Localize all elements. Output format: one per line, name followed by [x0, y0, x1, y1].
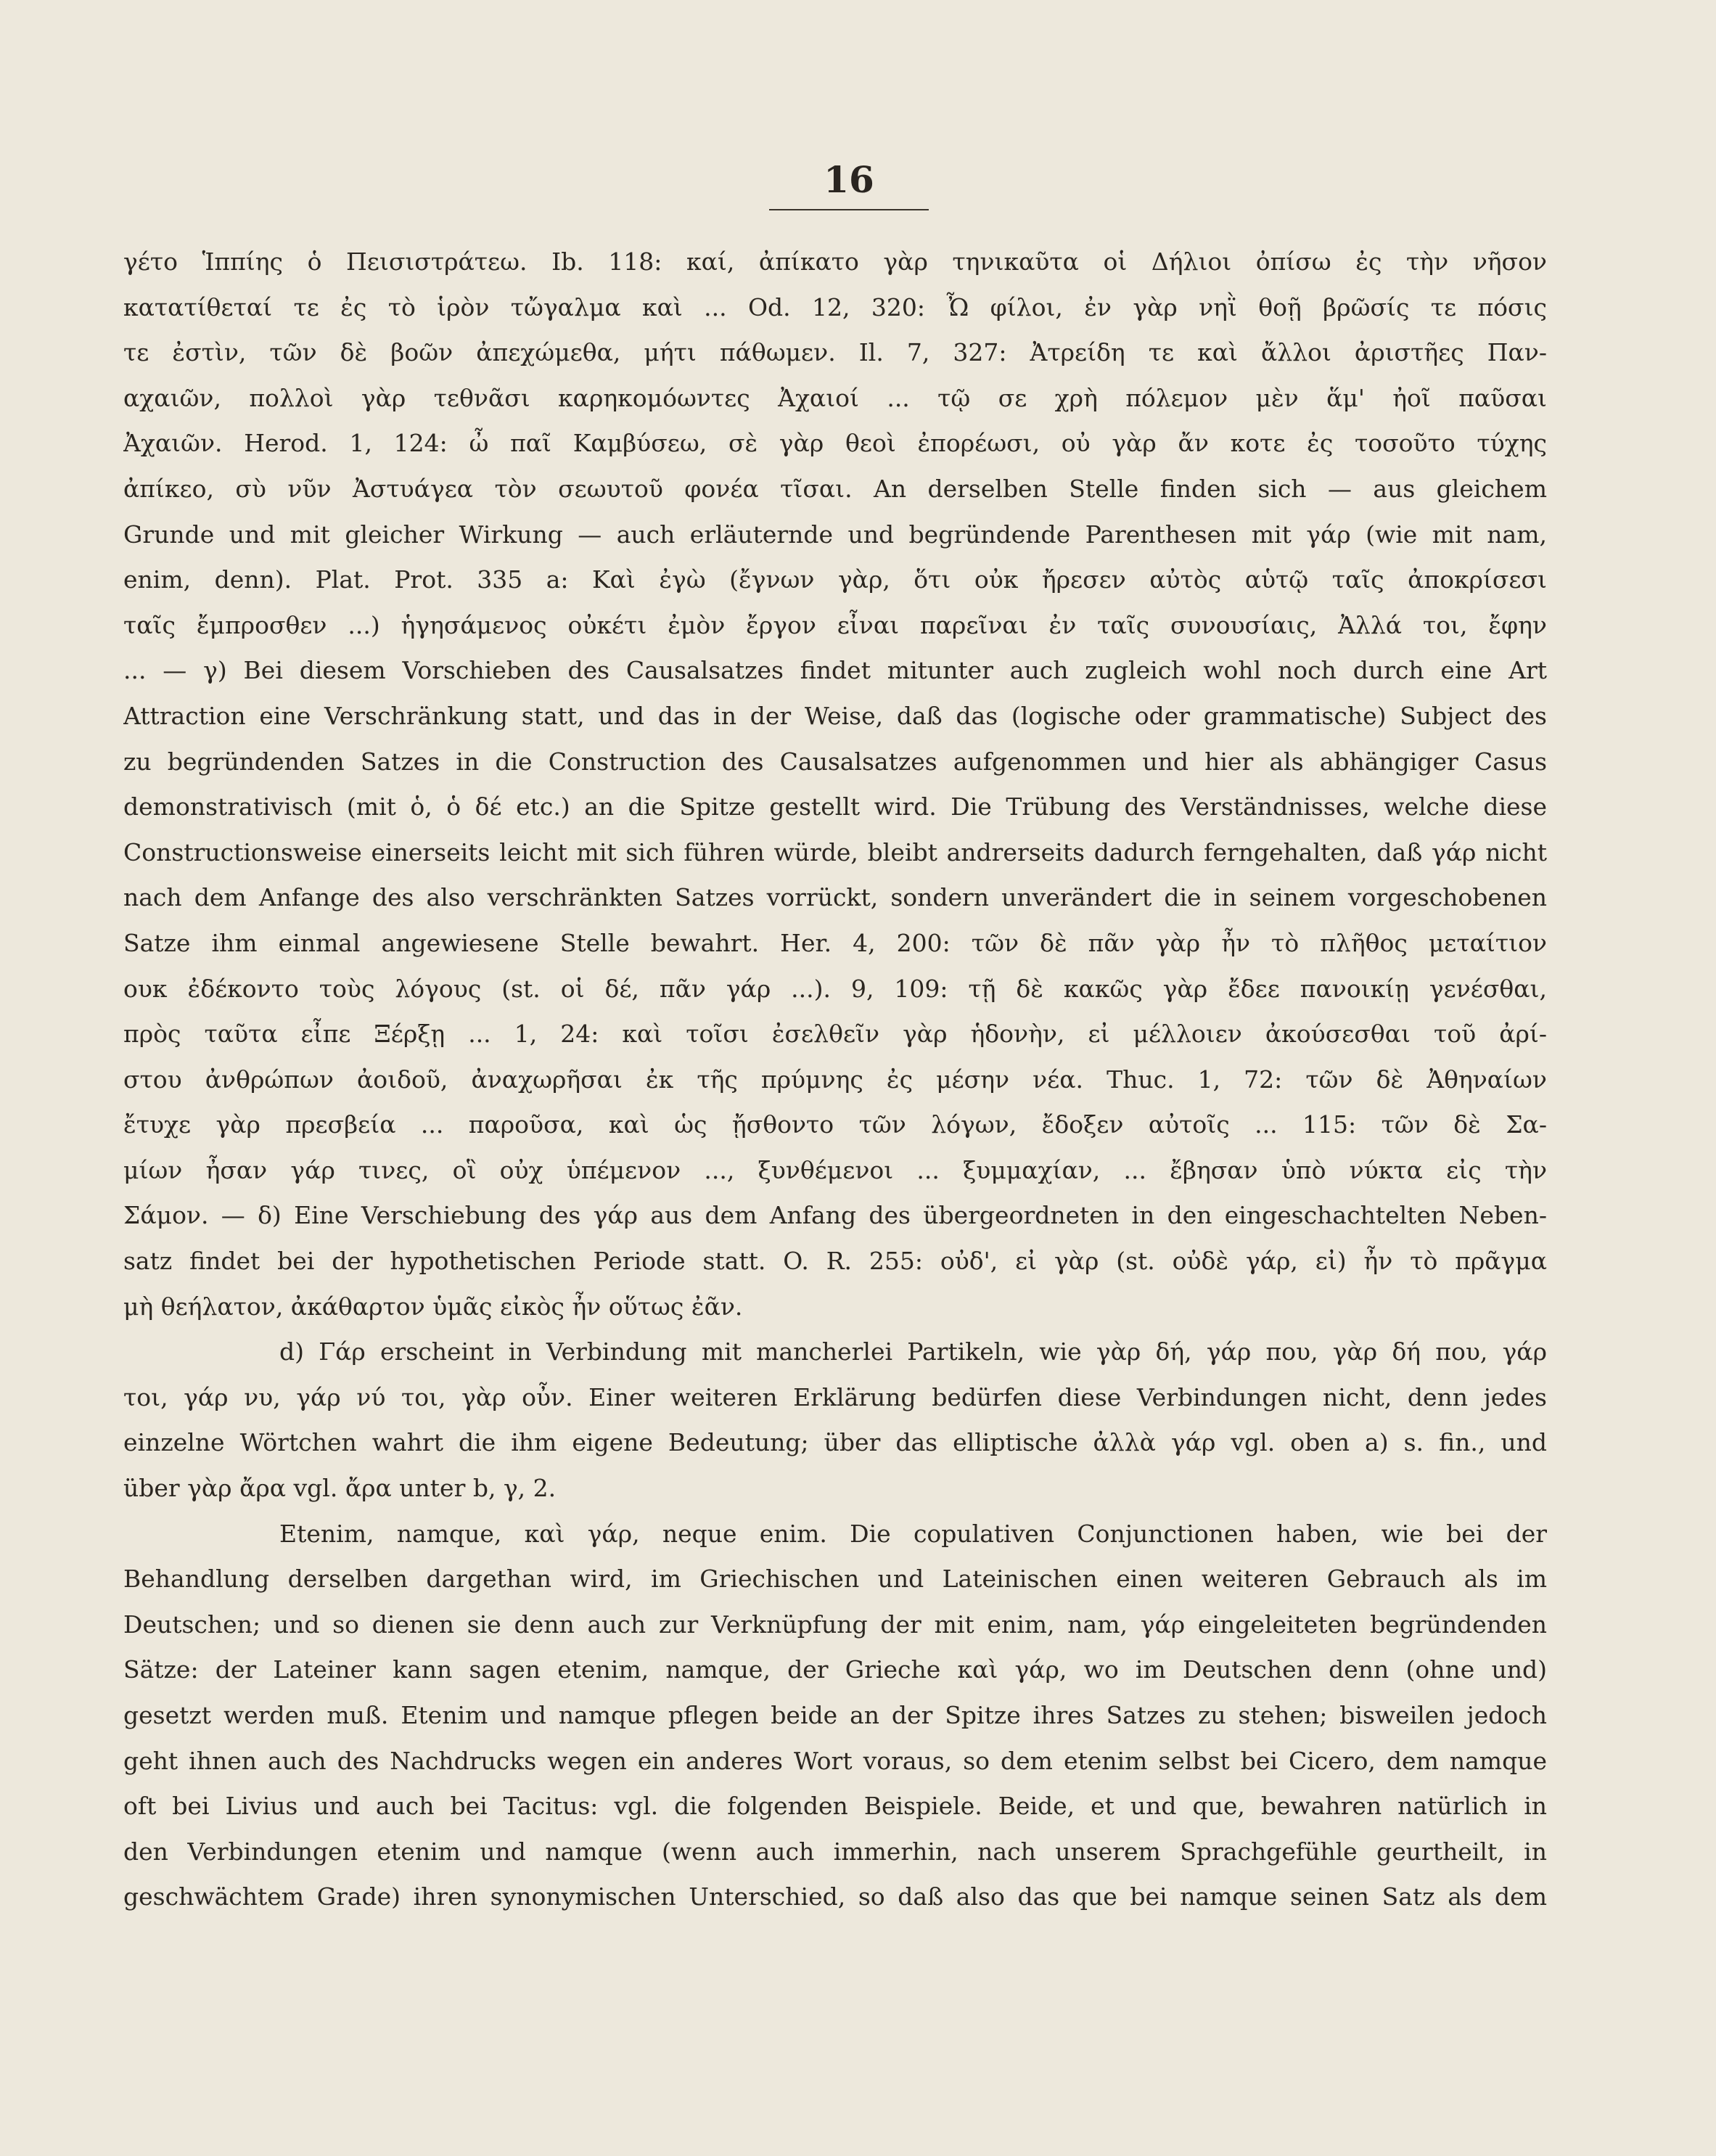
text-line: πρὸς ταῦτα εἶπε Ξέρξῃ ... 1, 24: καὶ τοῖσι ἐσελθεῖν γὰρ ἡδονὴν, εἰ μέλλοιεν ἀκούσεσθαι τοῦ ἀρί- — [123, 1020, 1547, 1049]
text-line: στου ἀνθρώπων ἀοιδοῦ, ἀναχωρῆσαι ἐκ τῆς πρύμνης ἐς μέσην νέα. Thuc. 1, 72: τῶν δὲ Ἀθηναίων — [123, 1065, 1547, 1094]
text-line: nach dem Anfange des also verschränkten Satzes vorrückt, sondern unverändert die in seinem vorgeschobenen — [123, 883, 1547, 912]
text-line: ἔτυχε γὰρ πρεσβεία ... παροῦσα, καὶ ὡς ᾔσθοντο τῶν λόγων, ἔδοξεν αὐτοῖς ... 115: τῶν δὲ Σα- — [123, 1110, 1547, 1139]
text-line: Satze ihm einmal angewiesene Stelle bewahrt. Her. 4, 200: τῶν δὲ πᾶν γὰρ ἦν τὸ πλῆθος μεταίτιον — [123, 928, 1547, 957]
text-line: Constructionsweise einerseits leicht mit sich führen würde, bleibt andrerseits dadurch ferngehalten, daß γάρ nicht — [123, 837, 1547, 866]
text-line: einzelne Wörtchen wahrt die ihm eigene Bedeutung; über das elliptische ἀλλὰ γάρ vgl. oben a) s. fin., und — [123, 1428, 1547, 1457]
text-line: oft bei Livius und auch bei Tacitus: vgl. die folgenden Beispiele. Beide, et und que, bewahren natürlich in — [123, 1792, 1547, 1821]
text-line: μίων ἦσαν γάρ τινες, οἳ οὐχ ὑπέμενον ..., ξυνθέμενοι ... ξυμμαχίαν, ... ἔβησαν ὑπὸ νύκτα εἰς τὴν — [123, 1155, 1547, 1184]
text-line: Etenim, namque, καὶ γάρ, neque enim. Die copulativen Conjunctionen haben, wie bei der — [279, 1519, 1547, 1548]
text-line: ... — γ) Bei diesem Vorschieben des Causalsatzes findet mitunter auch zugleich wohl noch durch eine Art — [123, 656, 1547, 685]
text-line: Ἀχαιῶν. Herod. 1, 124: ὦ παῖ Καμβύσεω, σὲ γὰρ θεοὶ ἐπορέωσι, οὐ γὰρ ἄν κοτε ἐς τοσοῦτο τύχης — [123, 429, 1547, 458]
text-line: enim, denn). Plat. Prot. 335 a: Καὶ ἐγὼ (ἔγνων γὰρ, ὅτι οὐκ ἤρεσεν αὐτὸς αὑτῷ ταῖς ἀποκρίσεσι — [123, 565, 1547, 594]
text-line: Sätze: der Lateiner kann sagen etenim, namque, der Grieche καὶ γάρ, wo im Deutschen denn (ohne und) — [123, 1655, 1547, 1684]
text-line: über γὰρ ἄρα vgl. ἄρα unter b, γ, 2. — [123, 1474, 557, 1503]
text-line: Behandlung derselben dargethan wird, im Griechischen und Lateinischen einen weiteren Gebrauch als im — [123, 1565, 1547, 1594]
text-line: den Verbindungen etenim und namque (wenn auch immerhin, nach unserem Sprachgefühle geurtheilt, in — [123, 1837, 1547, 1866]
text-line: d) Γάρ erscheint in Verbindung mit mancherlei Partikeln, wie γὰρ δή, γάρ που, γὰρ δή που, γάρ — [279, 1337, 1547, 1366]
text-line: τε ἐστὶν, τῶν δὲ βοῶν ἀπεχώμεθα, μήτι πάθωμεν. Il. 7, 327: Ἀτρείδη τε καὶ ἄλλοι ἀριστῆες Παν- — [123, 338, 1547, 367]
text-line: satz findet bei der hypothetischen Periode statt. O. R. 255: οὐδ', εἰ γὰρ (st. οὐδὲ γάρ, εἰ) ἦν τὸ πρᾶγμα — [123, 1247, 1547, 1276]
text-line: ἀπίκεο, σὺ νῦν Ἀστυάγεα τὸν σεωυτοῦ φονέα τῖσαι. An derselben Stelle finden sich — aus gleichem — [123, 474, 1547, 503]
text-line: γέτο Ἱππίης ὁ Πεισιστράτεω. Ib. 118: καί, ἀπίκατο γὰρ τηνικαῦτα οἱ Δήλιοι ὀπίσω ἐς τὴν νῆσον — [123, 247, 1547, 276]
text-line: geht ihnen auch des Nachdrucks wegen ein anderes Wort voraus, so dem etenim selbst bei Cicero, dem namque — [123, 1746, 1547, 1775]
text-line: ουκ ἐδέκοντο τοὺς λόγους (st. οἱ δέ, πᾶν γάρ ...). 9, 109: τῇ δὲ κακῶς γὰρ ἔδεε πανοικίῃ γενέσθαι, — [123, 974, 1547, 1003]
header-rule — [769, 209, 929, 210]
text-line: zu begründenden Satzes in die Construction des Causalsatzes aufgenommen und hier als abhängiger Casus — [123, 747, 1547, 776]
page-number: 16 — [824, 158, 874, 201]
text-line: κατατίθεταί τε ἐς τὸ ἱρὸν τὤγαλμα καὶ ... Od. 12, 320: Ὦ φίλοι, ἐν γὰρ νηῒ θοῇ βρῶσίς τε πόσις — [123, 292, 1547, 321]
text-line: τοι, γάρ νυ, γάρ νύ τοι, γὰρ οὖν. Einer weiteren Erklärung bedürfen diese Verbindungen nicht, denn jedes — [123, 1382, 1547, 1411]
text-line: Deutschen; und so dienen sie denn auch zur Verknüpfung der mit enim, nam, γάρ eingeleiteten begründenden — [123, 1610, 1547, 1639]
body-text — [123, 239, 1547, 1920]
text-line: ταῖς ἔμπροσθεν ...) ἡγησάμενος οὐκέτι ἐμὸν ἔργον εἶναι παρεῖναι ἐν ταῖς συνουσίαις, Ἀλλά τοι, ἔφην — [123, 610, 1547, 639]
text-line: demonstrativisch (mit ὁ, ὁ δέ etc.) an die Spitze gestellt wird. Die Trübung des Verständnisses, welche diese — [123, 792, 1547, 821]
text-line: Attraction eine Verschränkung statt, und das in der Weise, daß das (logische oder grammatische) Subject des — [123, 701, 1547, 730]
text-line: Grunde und mit gleicher Wirkung — auch erläuternde und begründende Parenthesen mit γάρ (wie mit nam, — [123, 520, 1547, 549]
text-line: gesetzt werden muß. Etenim und namque pflegen beide an der Spitze ihres Satzes zu stehen; bisweilen jedoch — [123, 1701, 1547, 1729]
text-line: μὴ θεήλατον, ἀκάθαρτον ὑμᾶς εἰκὸς ἦν οὕτως ἐᾶν. — [123, 1292, 743, 1321]
text-line: αχαιῶν, πολλοὶ γὰρ τεθνᾶσι καρηκομόωντες Ἀχαιοί ... τῷ σε χρὴ πόλεμον μὲν ἅμ' ἠοῖ παῦσαι — [123, 383, 1547, 412]
text-line: Σάμον. — δ) Eine Verschiebung des γάρ aus dem Anfang des übergeordneten in den eingeschachtelten Neben- — [123, 1201, 1547, 1230]
text-line: geschwächtem Grade) ihren synonymischen Unterschied, so daß also das que bei namque seinen Satz als dem — [123, 1882, 1547, 1911]
